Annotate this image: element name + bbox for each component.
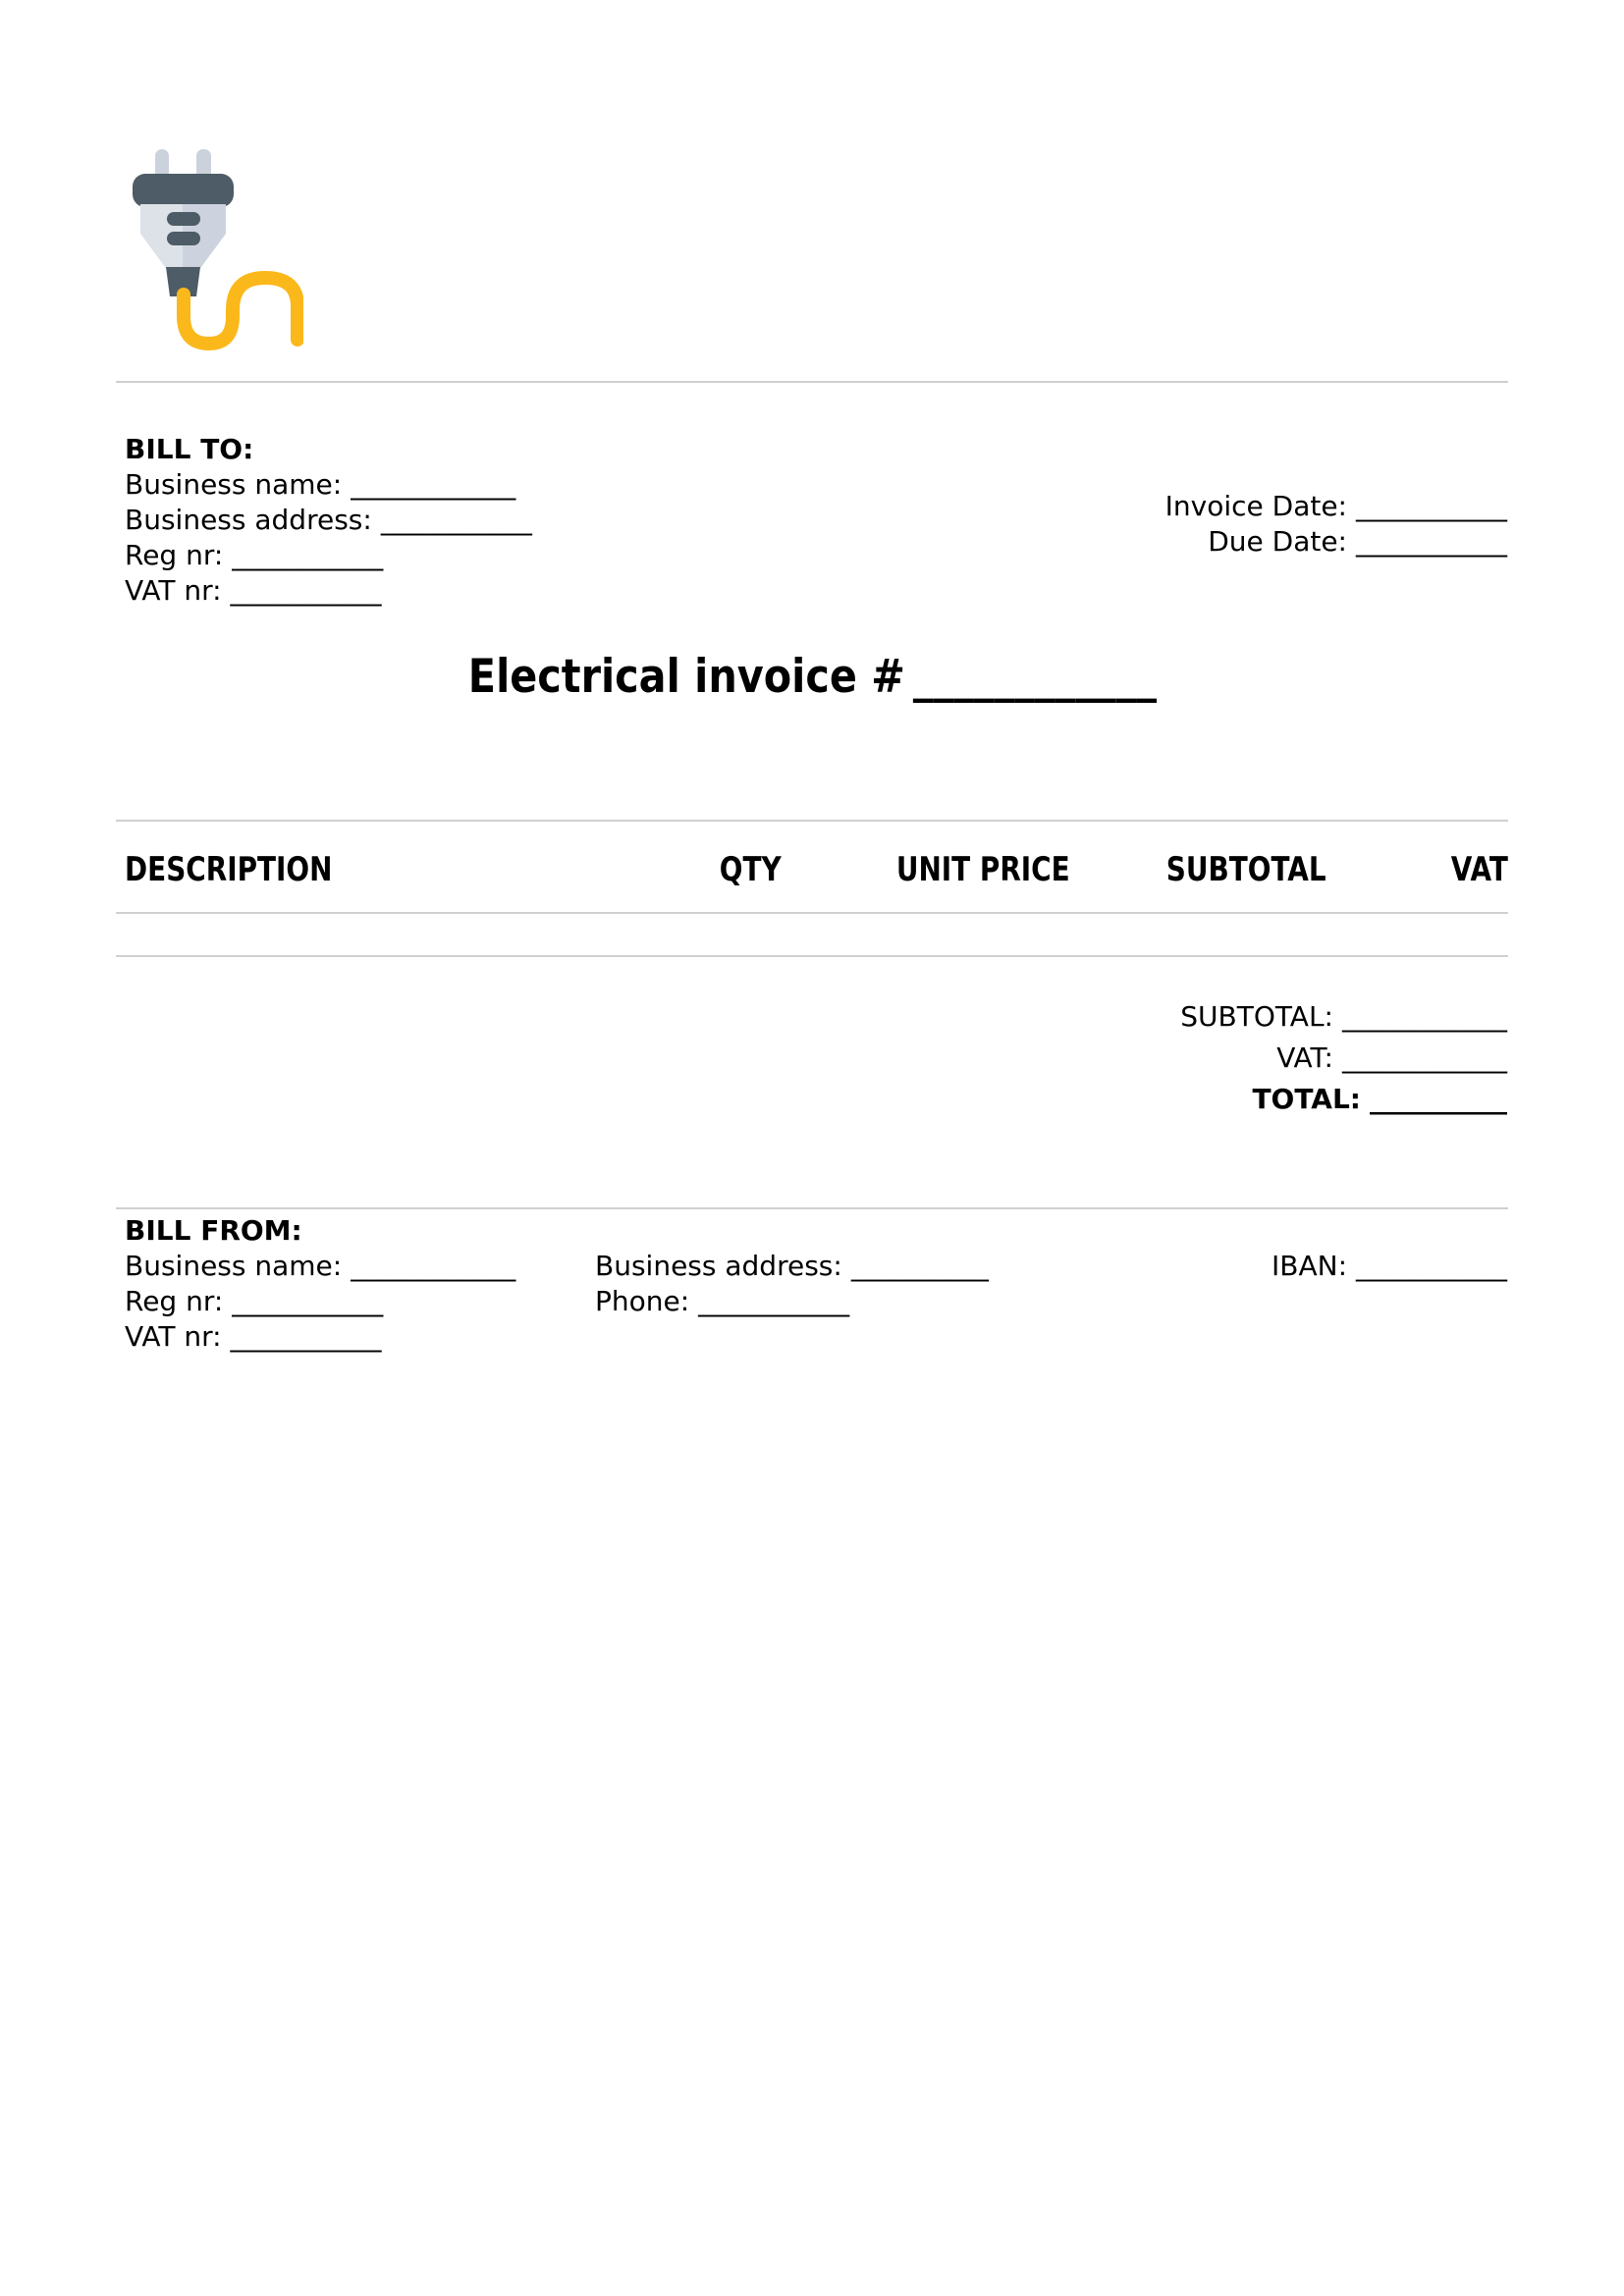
- fill-in-blank: ___________: [1356, 525, 1507, 558]
- bill-from-reg-nr-row: [125, 1284, 595, 1319]
- invoice-number-blank: ____________: [912, 650, 1157, 704]
- bill-from-business-name-row: [125, 1249, 595, 1284]
- bill-from-section: [125, 1213, 1507, 1355]
- business-address-label: Business address:: [595, 1250, 842, 1282]
- column-header-vat: VAT: [1450, 850, 1508, 889]
- divider-table-row-bottom: [116, 955, 1508, 957]
- fill-in-blank: ___________: [698, 1285, 850, 1317]
- fill-in-blank: ___________: [1356, 490, 1507, 522]
- vat-nr-label: VAT nr:: [125, 1320, 222, 1353]
- bill-to-vat-nr-row: [125, 573, 532, 609]
- invoice-dates-section: [1165, 489, 1507, 560]
- business-address-label: Business address:: [125, 504, 372, 536]
- divider-bill-from-top: [116, 1207, 1508, 1209]
- column-header-unit-price: UNIT PRICE: [896, 850, 1070, 889]
- power-plug-graphic: [131, 147, 303, 353]
- due-date-label: Due Date:: [1208, 525, 1347, 558]
- reg-nr-label: Reg nr:: [125, 1285, 224, 1317]
- reg-nr-label: Reg nr:: [125, 539, 224, 571]
- invoice-date-row: [1165, 489, 1507, 524]
- vat-total-row: [1180, 1038, 1507, 1079]
- phone-label: Phone:: [595, 1285, 690, 1317]
- bill-from-column-1: [125, 1249, 595, 1355]
- subtotal-label: SUBTOTAL:: [1180, 1000, 1333, 1033]
- fill-in-blank: ____________: [351, 1250, 516, 1282]
- business-name-label: Business name:: [125, 468, 343, 501]
- invoice-title-text: Electrical invoice #: [467, 650, 905, 704]
- power-plug-icon: [131, 147, 303, 353]
- bill-to-business-address-row: [125, 503, 532, 538]
- page-title: [0, 648, 1624, 707]
- iban-row: [1272, 1249, 1507, 1284]
- grand-total-label: TOTAL:: [1252, 1083, 1361, 1115]
- column-header-qty: QTY: [720, 850, 782, 889]
- bill-to-heading: BILL TO:: [125, 433, 254, 465]
- fill-in-blank: ___________: [1356, 1250, 1507, 1282]
- fill-in-blank: ___________: [380, 504, 532, 536]
- column-header-description: DESCRIPTION: [125, 850, 333, 889]
- iban-label: IBAN:: [1272, 1250, 1347, 1282]
- fill-in-blank: ____________: [1342, 1041, 1507, 1074]
- table-header-row: [116, 848, 1508, 891]
- bill-to-business-name-row: [125, 467, 532, 503]
- vat-total-label: VAT:: [1276, 1041, 1333, 1074]
- divider-table-header-bottom: [116, 912, 1508, 914]
- fill-in-blank: ___________: [230, 574, 382, 607]
- business-name-label: Business name:: [125, 1250, 343, 1282]
- subtotal-row: [1180, 996, 1507, 1038]
- vat-nr-label: VAT nr:: [125, 574, 222, 607]
- invoice-date-label: Invoice Date:: [1164, 490, 1347, 522]
- fill-in-blank: ___________: [232, 1285, 384, 1317]
- bill-from-business-address-row: [595, 1249, 1272, 1284]
- fill-in-blank: __________: [850, 1250, 989, 1282]
- fill-in-blank: ___________: [232, 539, 384, 571]
- bill-to-section: [125, 432, 532, 609]
- grand-total-row: [1180, 1079, 1507, 1120]
- divider-table-top: [116, 820, 1508, 822]
- bill-from-heading: BILL FROM:: [125, 1214, 302, 1247]
- totals-section: [1180, 996, 1507, 1120]
- fill-in-blank: __________: [1370, 1083, 1507, 1115]
- bill-from-phone-row: [595, 1284, 1272, 1319]
- fill-in-blank: ____________: [1342, 1000, 1507, 1033]
- bill-from-column-2: [595, 1249, 1272, 1319]
- fill-in-blank: ___________: [230, 1320, 382, 1353]
- divider-top: [116, 381, 1508, 383]
- bill-from-vat-nr-row: [125, 1319, 595, 1355]
- bill-from-column-3: [1272, 1249, 1507, 1284]
- fill-in-blank: ____________: [351, 468, 516, 501]
- bill-to-reg-nr-row: [125, 538, 532, 573]
- due-date-row: [1165, 524, 1507, 560]
- column-header-subtotal: SUBTOTAL: [1166, 850, 1326, 889]
